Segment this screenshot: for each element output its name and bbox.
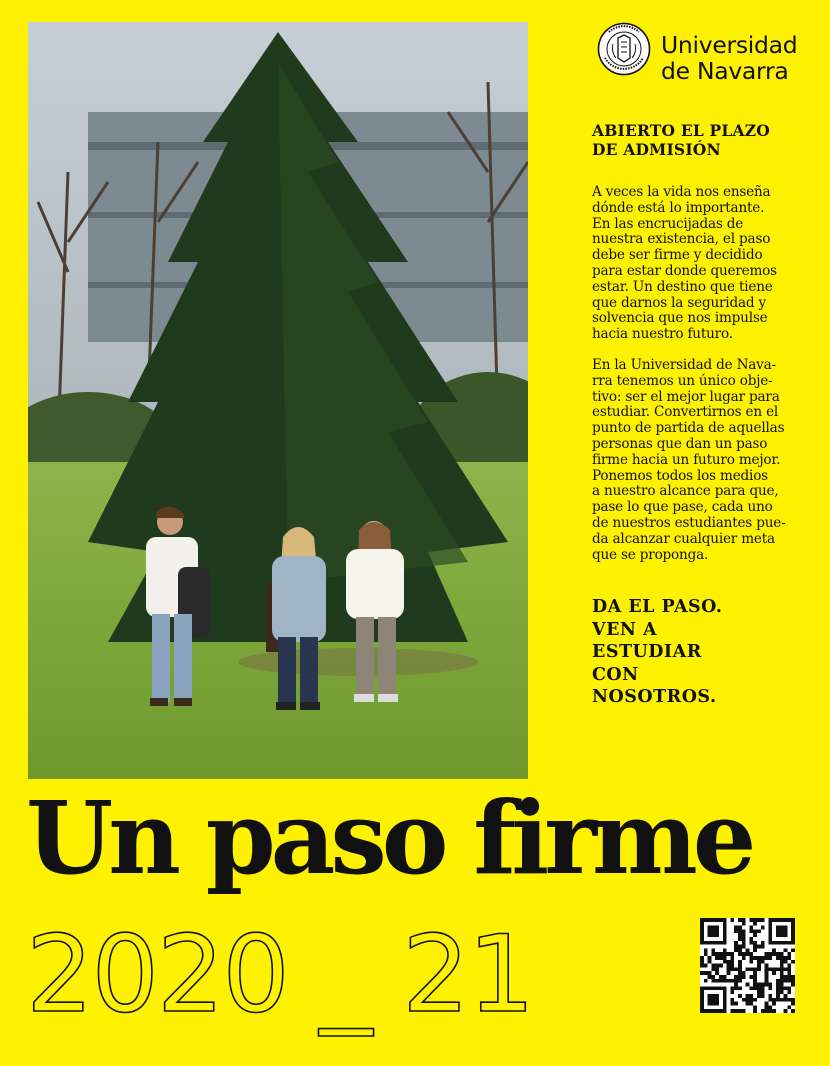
qr-code-icon [700,918,795,1013]
paragraph-2 [592,358,812,563]
paragraph-2-line: personas que dan un paso [592,435,768,452]
paragraph-1 [592,185,812,343]
body-copy [592,185,812,578]
admission-heading-line1: ABIERTO EL PLAZO [592,121,770,140]
paragraph-2-line: de nuestros estudiantes pue- [592,514,786,531]
cta-line3: ESTUDIAR [592,642,702,662]
paragraph-1-line: nuestra existencia, el paso [592,231,771,248]
paragraph-1-line: En las encrucijadas de [592,215,744,232]
paragraph-2-line: pase lo que pase, cada uno [592,499,773,516]
main-title: Un paso firme [26,779,752,897]
paragraph-2-line: Ponemos todos los medios [592,467,768,484]
university-name-line2: de Navarra [661,57,789,85]
paragraph-1-line: A veces la vida nos enseña [592,184,771,200]
call-to-action [592,596,812,709]
admission-heading [592,121,807,159]
university-name-line1: Universidad [661,31,798,59]
campus-photo [28,22,528,779]
paragraph-2-line: En la Universidad de Nava- [592,356,776,373]
cta-line2: VEN A [592,619,658,640]
cta-line1: DA EL PASO. [592,597,723,617]
cta-line4: CON [592,664,639,685]
paragraph-1-line: dónde está lo importante. [592,199,765,216]
paragraph-1-line: solvencia que nos impulse [592,310,768,327]
university-seal-icon [597,22,651,76]
paragraph-2-line: da alcanzar cualquier meta [592,530,775,547]
academic-year: 2020 _ 21 [26,913,534,1036]
paragraph-2-line: punto de partida de aquellas [592,420,785,437]
paragraph-1-line: hacia nuestro futuro. [592,326,733,343]
qr-code[interactable] [700,918,795,1013]
paragraph-2-line: que se proponga. [592,546,709,563]
paragraph-2-line: tivo: ser el mejor lugar para [592,388,780,405]
paragraph-2-line: rra tenemos un único obje- [592,372,773,389]
paragraph-1-line: estar. Un destino que tiene [592,278,773,295]
admission-heading-line2: DE ADMISIÓN [592,140,721,159]
paragraph-2-line: a nuestro alcance para que, [592,483,779,500]
cta-line5: NOSOTROS. [592,687,717,707]
university-logo[interactable] [597,22,802,94]
paragraph-1-line: debe ser firme y decidido [592,247,763,264]
paragraph-1-line: que darnos la seguridad y [592,294,766,311]
paragraph-1-line: para estar donde queremos [592,262,777,279]
paragraph-2-line: firme hacia un futuro mejor. [592,451,781,468]
university-name [661,32,797,84]
paragraph-2-line: estudiar. Convertirnos en el [592,404,779,421]
